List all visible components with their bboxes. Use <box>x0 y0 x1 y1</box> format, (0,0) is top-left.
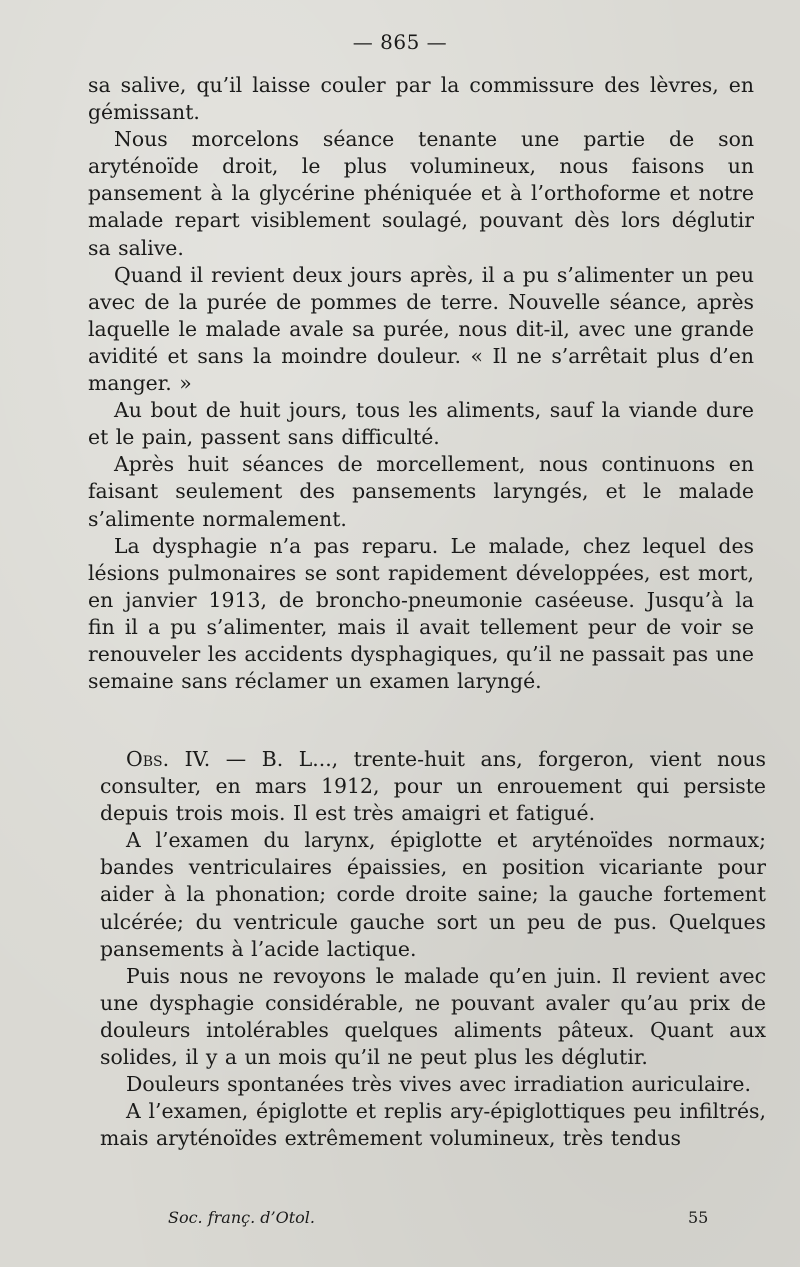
paragraph: Douleurs spontanées très vives avec irradiation auriculaire. <box>126 1072 751 1097</box>
paragraph: sa salive, qu’il laisse couler par la commissure des lèvres, en gémissant. <box>88 73 754 125</box>
footer-journal: Soc. franç. d’Otol. <box>168 1208 315 1227</box>
observation-label: Obs. IV. <box>126 747 211 771</box>
page-number: — 865 — <box>352 30 448 54</box>
text-block-continuation <box>88 72 754 695</box>
page-footer <box>0 1208 800 1234</box>
paragraph: Puis nous ne revoyons le malade qu’en juin. Il revient avec une dysphagie considérable, ne pouvant avaler qu’au prix de douleurs intolérables quelques aliments pâteux. Quant aux solides, il y a un mois qu’il ne peut plus les déglutir. <box>100 963 766 1070</box>
footer-sheet-signature: 55 <box>688 1208 709 1227</box>
paragraph: Après huit séances de morcellement, nous continuons en faisant seulement des pansements laryngés, et le malade s’alimente normalement. <box>88 452 754 531</box>
text-block-observation-iv <box>100 746 766 1152</box>
paragraph: A l’examen, épiglotte et replis ary-épiglottiques peu infiltrés, mais aryténoïdes extrêmement volumineux, très tendus <box>100 1099 766 1151</box>
observation-heading-paragraph <box>100 746 766 827</box>
paragraph: La dysphagie n’a pas reparu. Le malade, chez lequel des lésions pulmonaires se sont rapidement développées, est mort, en janvier 1913, de broncho-pneumonie caséeuse. Jusqu’à la fin il a pu s’alimenter, mais il avait tellement peur de voir se renouveler les accidents dysphagiques, qu’il ne passait pas une semaine sans réclamer un examen laryngé. <box>88 533 754 694</box>
observation-text: — B. L..., trente-huit ans, forgeron, vient nous consulter, en mars 1912, pour un enrouement qui persiste depuis trois mois. Il est très amaigri et fatigué. <box>100 747 766 826</box>
paragraph: Quand il revient deux jours après, il a pu s’alimenter un peu avec de la purée de pommes de terre. Nouvelle séance, après laquelle le malade avale sa purée, nous dit-il, avec une grande avidité et sans la moindre douleur. « Il ne s’arrêtait plus d’en manger. » <box>88 262 754 396</box>
paragraph: Nous morcelons séance tenante une partie de son aryténoïde droit, le plus volumineux, nous faisons un pansement à la glycérine phéniquée et à l’orthoforme et notre malade repart visiblement soulagé, pouvant dès lors déglutir sa salive. <box>88 127 754 260</box>
paragraph: A l’examen du larynx, épiglotte et aryténoïdes normaux; bandes ventriculaires épaissies, en position vicariante pour aider à la phonation; corde droite saine; la gauche fortement ulcérée; du ventricule gauche sort un peu de pus. Quelques pansements à l’acide lactique. <box>100 828 766 961</box>
paragraph: Au bout de huit jours, tous les aliments, sauf la viande dure et le pain, passent sans difficulté. <box>88 398 754 450</box>
